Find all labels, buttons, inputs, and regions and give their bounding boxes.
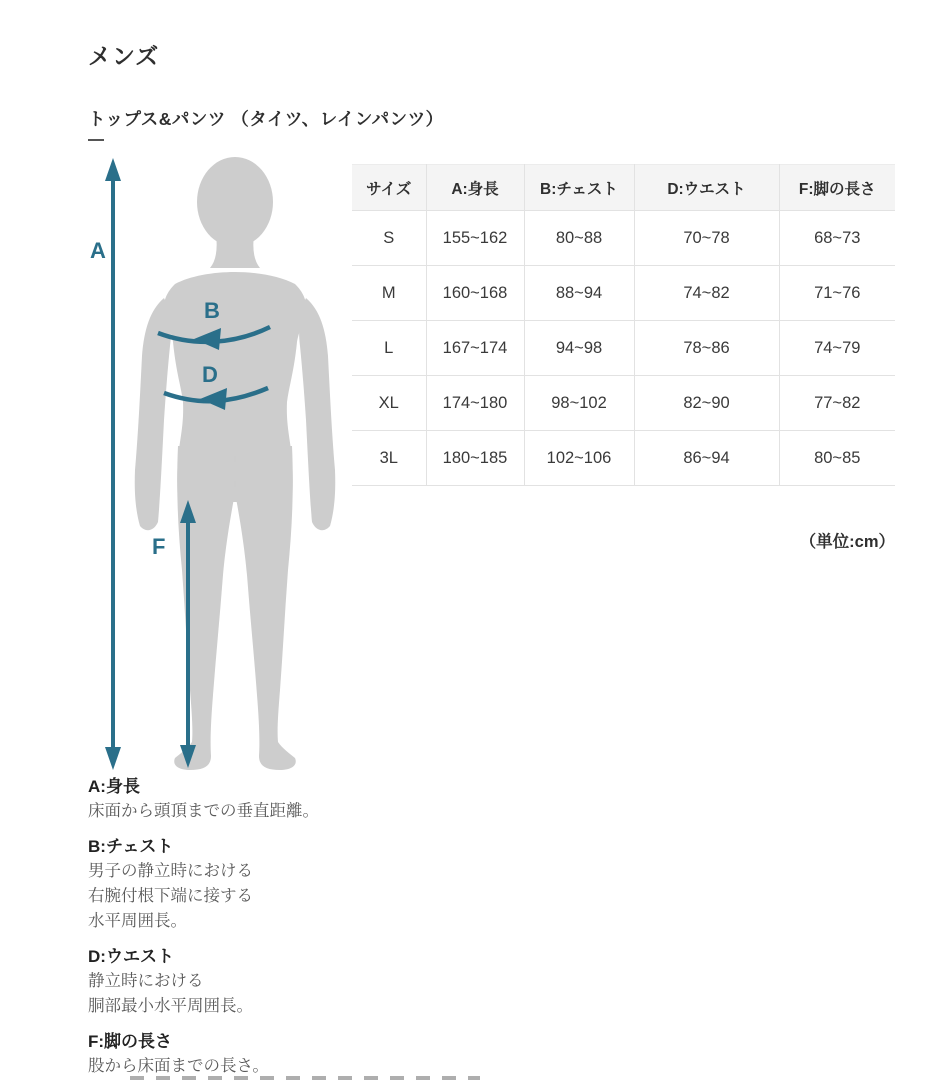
definition-text: 右腕付根下端に接する [88,887,253,905]
section-underline [88,139,104,141]
value-cell: 74~82 [634,266,779,321]
value-cell: 102~106 [524,431,634,486]
measurement-diagram [80,150,342,778]
label-b: B [204,298,220,323]
definition-text: 水平周囲長。 [88,912,187,930]
label-d: D [202,362,218,387]
value-cell: 68~73 [779,211,895,266]
value-cell: 88~94 [524,266,634,321]
header-cell: サイズ [352,165,426,211]
header-cell: F:脚の長さ [779,165,895,211]
value-cell: 71~76 [779,266,895,321]
value-cell: 155~162 [426,211,524,266]
value-cell: 98~102 [524,376,634,431]
size-cell: M [352,266,426,321]
body-silhouette [135,157,336,770]
definition-term: D:ウエスト [88,947,174,966]
size-cell: XL [352,376,426,431]
cutoff-text-top [130,1076,480,1080]
table-row [352,211,895,266]
size-table-header-row [352,165,895,211]
definition-term: B:チェスト [88,837,174,856]
definition-block [88,1029,428,1079]
table-row [352,431,895,486]
body-silhouette-figure [80,150,342,778]
header-cell: D:ウエスト [634,165,779,211]
size-table [352,164,895,486]
definition-text: 股から床面までの長さ。 [88,1057,269,1075]
value-cell: 80~88 [524,211,634,266]
value-cell: 174~180 [426,376,524,431]
table-row [352,266,895,321]
label-a: A [90,238,106,263]
value-cell: 82~90 [634,376,779,431]
definition-block [88,834,428,934]
definition-block [88,774,428,824]
unit-note: （単位:cm） [799,533,895,551]
value-cell: 74~79 [779,321,895,376]
value-cell: 94~98 [524,321,634,376]
value-cell: 77~82 [779,376,895,431]
header-cell: B:チェスト [524,165,634,211]
value-cell: 70~78 [634,211,779,266]
page-title: メンズ [88,43,160,69]
header-cell: A:身長 [426,165,524,211]
size-cell: S [352,211,426,266]
value-cell: 167~174 [426,321,524,376]
value-cell: 80~85 [779,431,895,486]
definition-text: 胴部最小水平周囲長。 [88,997,253,1015]
label-f: F [152,534,166,559]
value-cell: 86~94 [634,431,779,486]
definitions [88,774,428,1080]
size-cell: L [352,321,426,376]
definition-term: A:身長 [88,777,140,796]
value-cell: 160~168 [426,266,524,321]
definition-text: 床面から頭頂までの垂直距離。 [88,802,319,820]
definition-text: 男子の静立時における [88,862,253,880]
definition-block [88,944,428,1019]
height-arrow [105,158,121,770]
value-cell: 180~185 [426,431,524,486]
definition-term: F:脚の長さ [88,1032,173,1051]
definition-text: 静立時における [88,972,204,990]
section-title: トップス&パンツ （タイツ、レインパンツ） [88,109,444,129]
table-row [352,376,895,431]
size-cell: 3L [352,431,426,486]
value-cell: 78~86 [634,321,779,376]
table-row [352,321,895,376]
size-table-body [352,211,895,486]
